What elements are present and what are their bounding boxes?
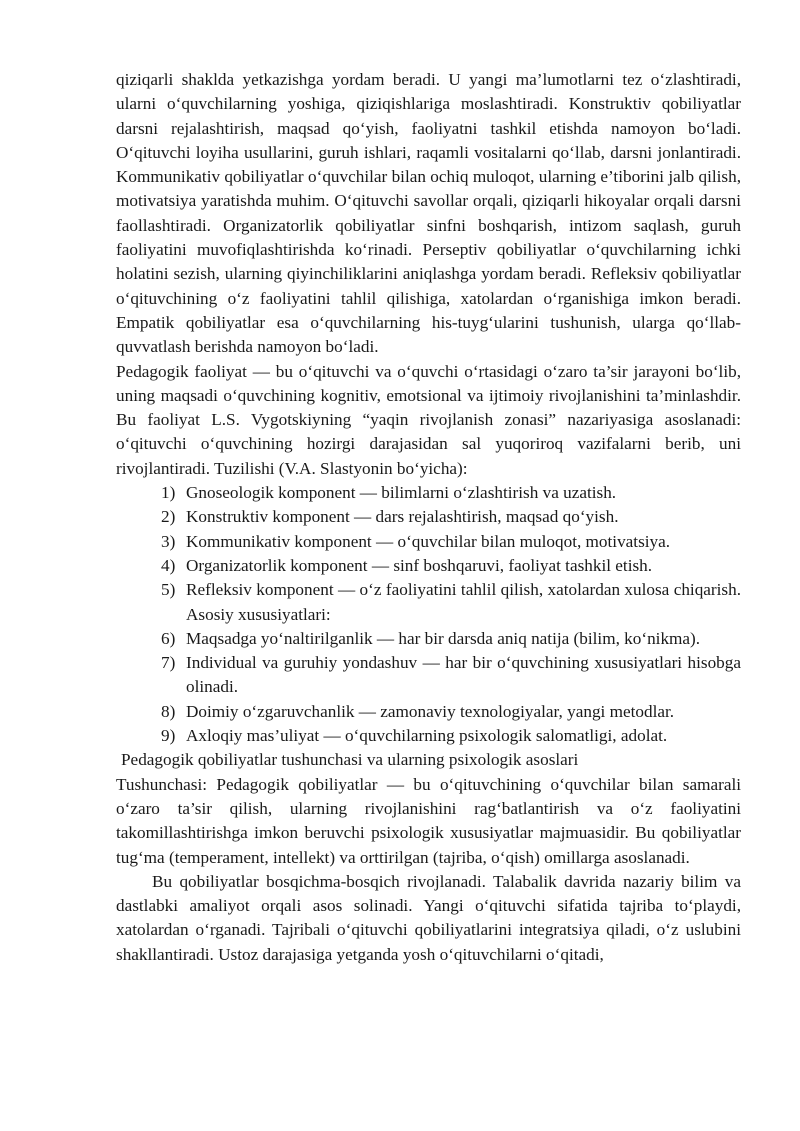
components-list <box>116 481 741 748</box>
list-item <box>116 530 741 554</box>
section-heading: Pedagogik qobiliyatlar tushunchasi va ularning psixologik asoslari <box>121 750 579 770</box>
list-item <box>116 554 741 578</box>
paragraph-abilities: qiziqarli shaklda yetkazishga yordam beradi. U yangi ma’lumotlarni tez o‘zlashtiradi, ularni o‘quvchilarning yoshiga, qiziqishlariga moslashtiradi. Konstruktiv qobiliyatlar darsni rejalashtirish, maqsad qo‘yish, faoliyatni tashkil etishda namoyon bo‘ladi. O‘qituvchi loyiha usullarini, guruh ishlari, raqamli vositalarni qo‘llab, darsni jonlantiradi. Kommunikativ qobiliyatlar o‘quvchilar bilan ochiq muloqot, ularning e’tiborini jalb qilish, motivatsiya yaratishda muhim. O‘qituvchi savollar orqali, qiziqarli hikoyalar orqali darsni faollashtiradi. Organizatorlik qobiliyatlar sinfni boshqarish, intizom saqlash, guruh faoliyatini muvofiqlashtirishda ko‘rinadi. Perseptiv qobiliyatlar o‘quvchilarning ichki holatini sezish, ularning qiyinchiliklarini aniqlashga yordam beradi. Refleksiv qobiliyatlar o‘qituvchining o‘z faoliyatini tahlil qilishiga, xatolardan o‘rganishiga imkon beradi. Empatik qobiliyatlar esa o‘quvchilarning his-tuyg‘ularini tushunish, ularga qo‘llab-quvvatlash berishda namoyon bo‘ladi. <box>116 70 741 357</box>
list-text: Doimiy o‘zgaruvchanlik — zamonaviy texnologiyalar, yangi metodlar. <box>186 701 675 721</box>
list-item <box>116 505 741 529</box>
paragraph-pedagogical-activity: Pedagogik faoliyat — bu o‘qituvchi va o‘quvchi o‘rtasidagi o‘zaro ta’sir jarayoni bo‘lib, uning maqsadi o‘quvchining kognitiv, emotsional va ijtimoiy rivojlanishini ta’minlashdir. Bu faoliyat L.S. Vygotskiyning “yaqin rivojlanish zonasi” nazariyasiga asoslanadi: o‘qituvchi o‘quvchining hozirgi darajasidan sal yuqoriroq vazifalarni berib, uni rivojlantiradi. Tuzilishi (V.A. Slastyonin bo‘yicha): <box>116 361 741 478</box>
document-page <box>116 68 741 967</box>
list-number: 2) <box>161 507 176 527</box>
list-number: 5) <box>161 580 176 600</box>
list-number: 9) <box>161 726 176 746</box>
list-item <box>116 700 741 724</box>
list-item <box>116 481 741 505</box>
list-text: Konstruktiv komponent — dars rejalashtirish, maqsad qo‘yish. <box>186 507 619 527</box>
list-number: 8) <box>161 701 176 721</box>
list-text: Individual va guruhiy yondashuv — har bir o‘quvchining xususiyatlari hisobga olinadi. <box>186 653 741 697</box>
list-item <box>116 651 741 700</box>
list-item <box>116 578 741 627</box>
list-text: Organizatorlik komponent — sinf boshqaruvi, faoliyat tashkil etish. <box>186 555 653 575</box>
paragraph-development-stages: Bu qobiliyatlar bosqichma-bosqich rivojlanadi. Talabalik davrida nazariy bilim va dastlabki amaliyot orqali asos solinadi. Yangi o‘qituvchi sifatida tajriba to‘playdi, xatolardan o‘rganadi. Tajribali o‘qituvchi qobiliyatlarini integratsiya qiladi, o‘z uslubini shakllantiradi. Ustoz darajasiga yetganda yosh o‘qituvchilarni o‘qitadi, <box>116 871 741 964</box>
list-item <box>116 724 741 748</box>
list-text: Maqsadga yo‘naltirilganlik — har bir darsda aniq natija (bilim, ko‘nikma). <box>186 628 701 648</box>
list-text: Axloqiy mas’uliyat — o‘quvchilarning psixologik salomatligi, adolat. <box>186 726 668 746</box>
list-number: 1) <box>161 483 176 503</box>
list-text: Refleksiv komponent — o‘z faoliyatini tahlil qilish, xatolardan xulosa chiqarish. Asosiy xususiyatlari: <box>186 580 741 624</box>
list-number: 3) <box>161 531 176 551</box>
paragraph-definition: Tushunchasi: Pedagogik qobiliyatlar — bu o‘qituvchining o‘quvchilar bilan samarali o‘zaro ta’sir qilish, ularning rivojlanishini rag‘batlantirish va o‘z faoliyatini takomillashtirishga imkon beruvchi psixologik xususiyatlar majmuasidir. Bu qobiliyatlar tug‘ma (temperament, intellekt) va orttirilgan (tajriba, o‘qish) omillarga asoslanadi. <box>116 774 741 867</box>
list-number: 6) <box>161 628 176 648</box>
list-number: 4) <box>161 555 176 575</box>
list-text: Kommunikativ komponent — o‘quvchilar bilan muloqot, motivatsiya. <box>186 531 671 551</box>
list-item <box>116 627 741 651</box>
list-text: Gnoseologik komponent — bilimlarni o‘zlashtirish va uzatish. <box>186 483 617 503</box>
list-number: 7) <box>161 653 176 673</box>
